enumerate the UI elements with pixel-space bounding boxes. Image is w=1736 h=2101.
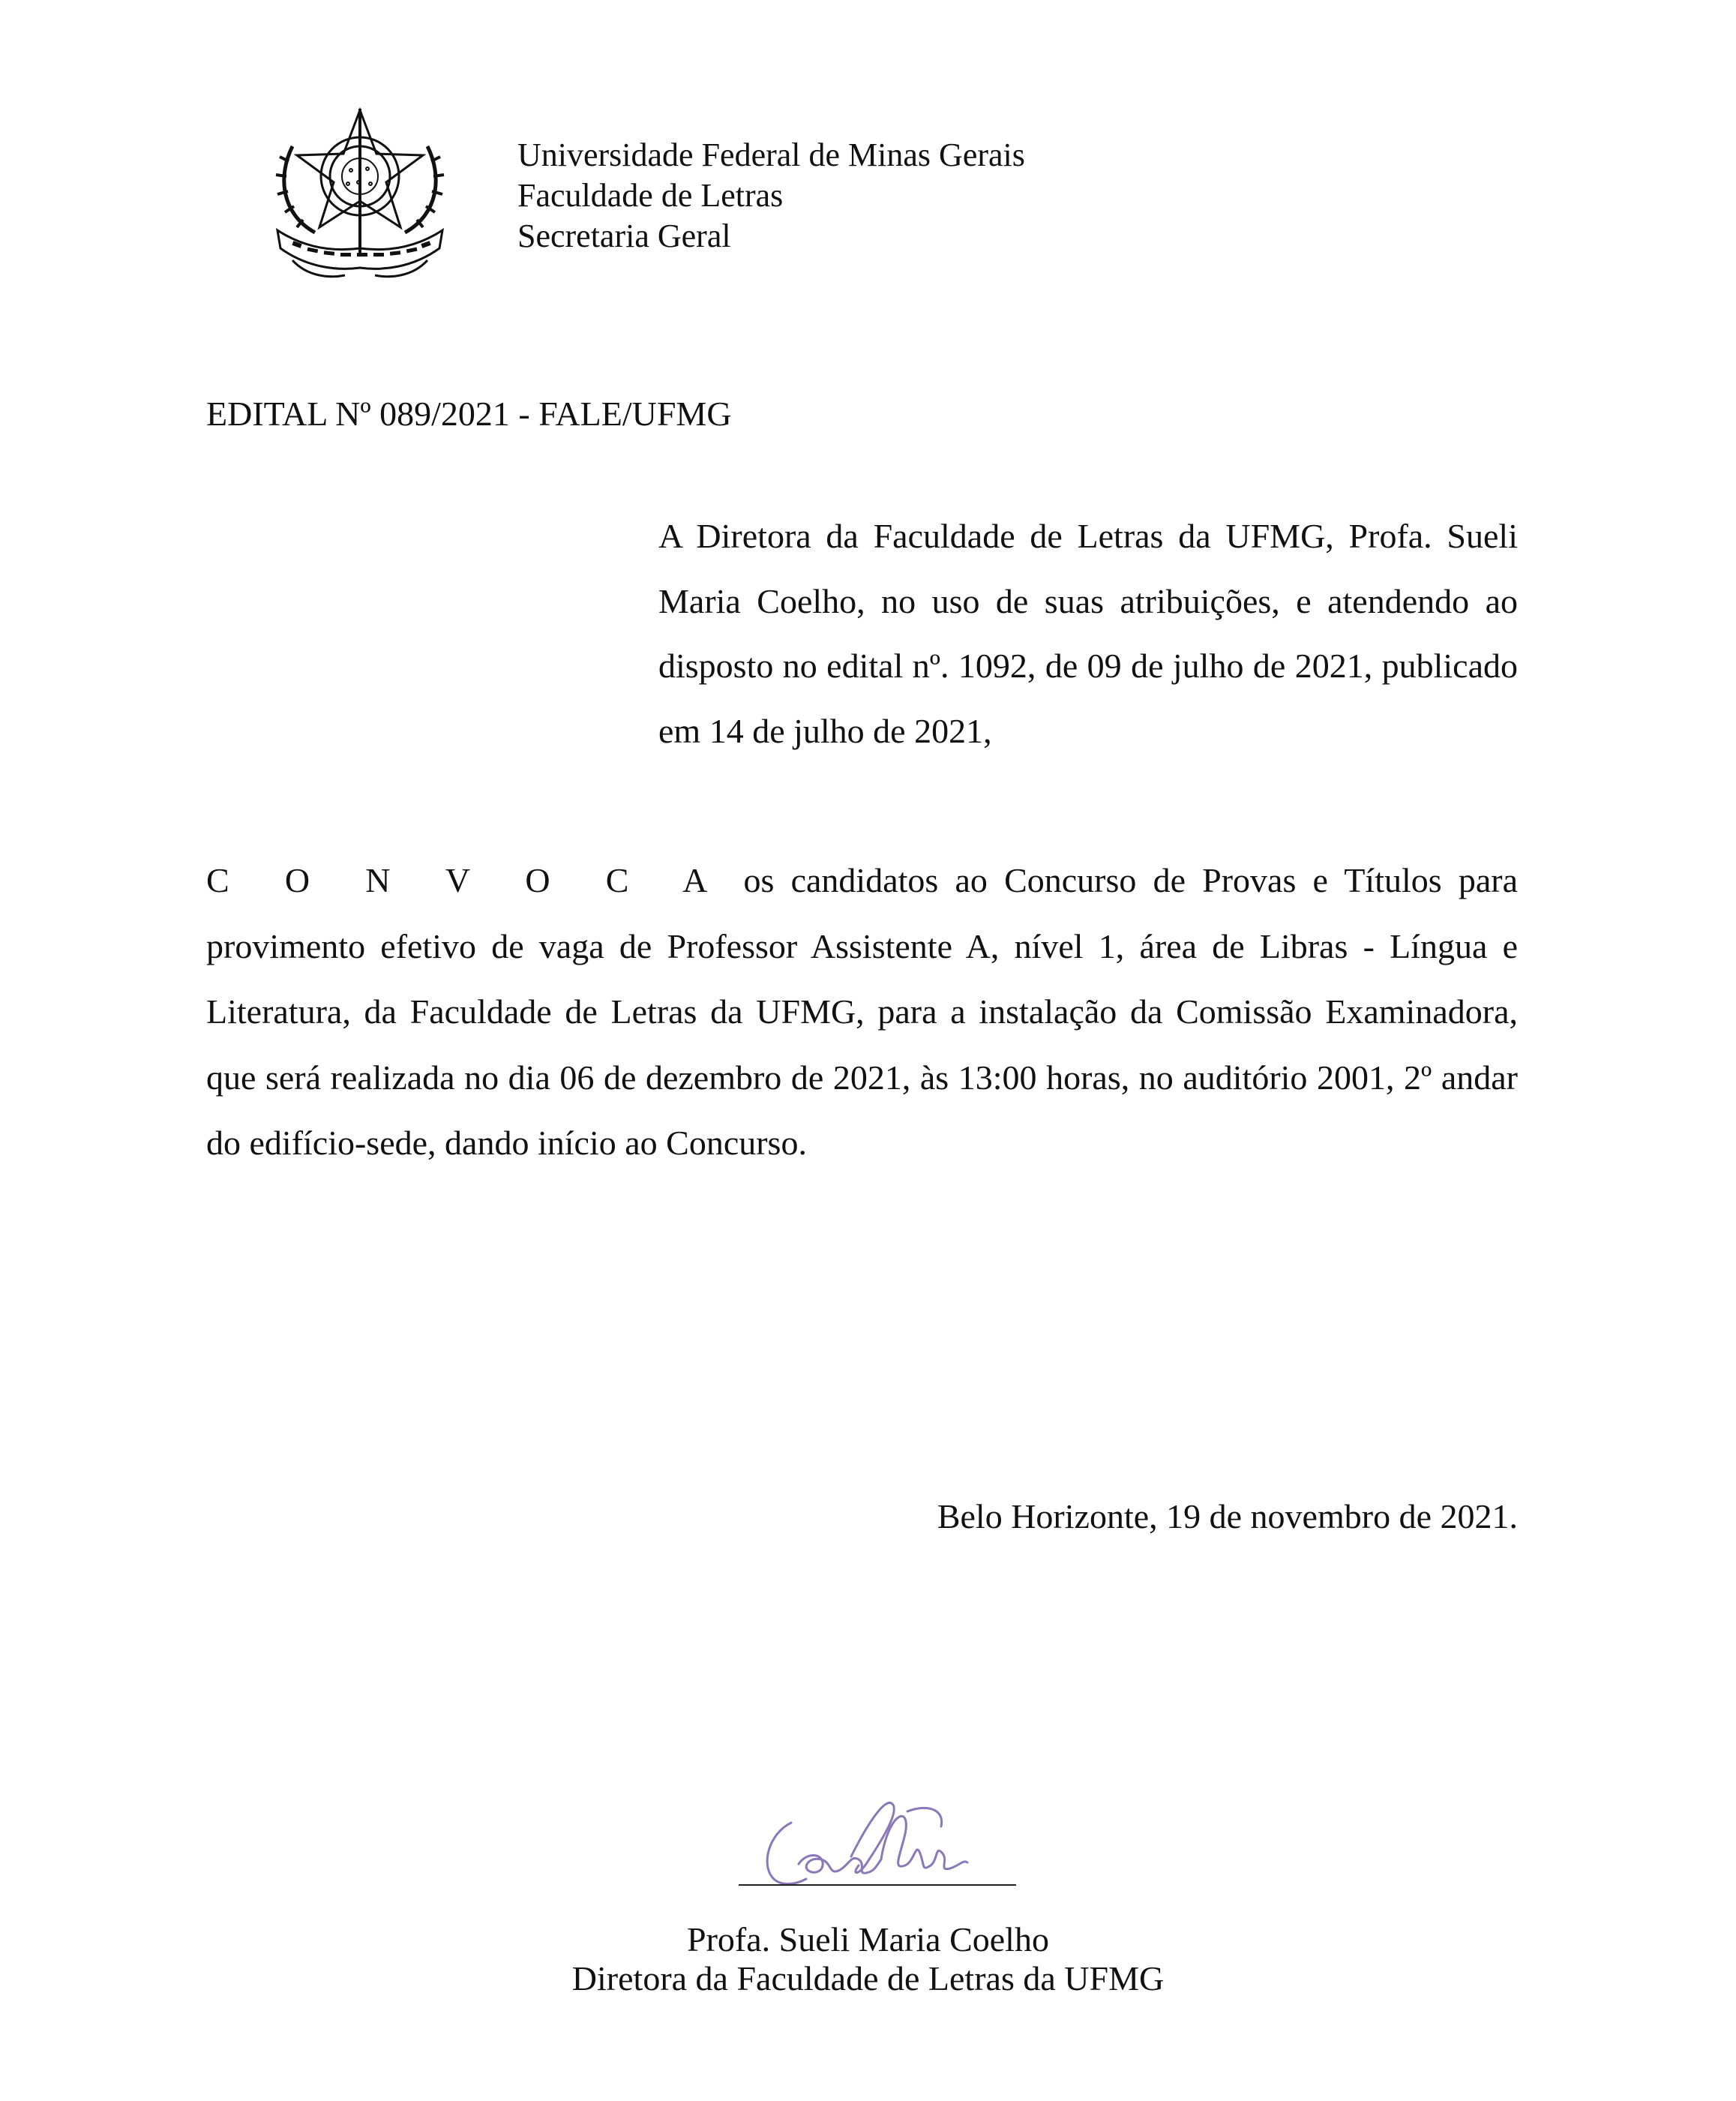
header-department: Secretaria Geral <box>517 218 731 254</box>
convocation-text: os candidatos ao Concurso de Provas e Títulos para provimento efetivo de vaga de Professor Assistente A, nível 1, área de Libras - Língua e Literatura, da Faculdade de Letras da UFMG, para a instalação da Comissão Examinadora, que será realizada no dia 06 de dezembro de 2021, às 13:00 horas, no auditório 2001, 2º andar do edifício-sede, dando início ao Concurso. <box>206 861 1518 1162</box>
header-faculty: Faculdade de Letras <box>517 177 784 214</box>
edital-title: EDITAL Nº 089/2021 - FALE/UFMG <box>206 395 732 433</box>
signer-block <box>0 1920 1736 1998</box>
handwritten-signature <box>739 1781 1039 1901</box>
header-university: Universidade Federal de Minas Gerais <box>517 137 1025 173</box>
institution-header <box>517 135 1025 257</box>
coat-of-arms-seal <box>262 101 457 281</box>
signer-name: Profa. Sueli Maria Coelho <box>687 1920 1049 1958</box>
preamble-paragraph: A Diretora da Faculdade de Letras da UFMG, Profa. Sueli Maria Coelho, no uso de suas atribuições, e atendendo ao disposto no edital nº. 1092, de 09 de julho de 2021, publicado em 14 de julho de 2021, <box>658 517 1518 750</box>
place-date: Belo Horizonte, 19 de novembro de 2021. <box>937 1497 1518 1535</box>
convoca-word: C O N V O C A <box>206 861 727 899</box>
signature-line <box>739 1884 1016 1886</box>
signer-title: Diretora da Faculdade de Letras da UFMG <box>571 1959 1165 1997</box>
convocation-paragraph <box>206 848 1518 1176</box>
